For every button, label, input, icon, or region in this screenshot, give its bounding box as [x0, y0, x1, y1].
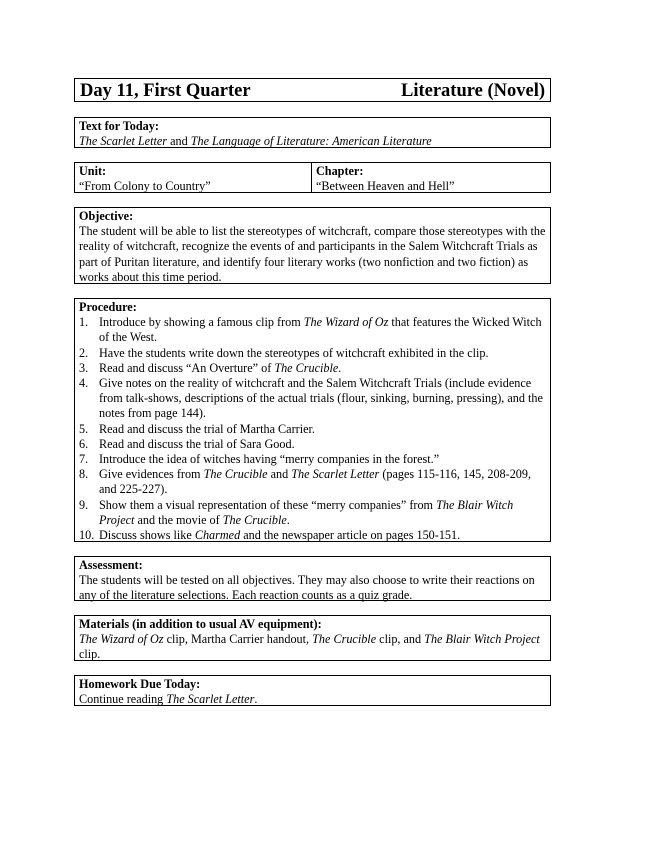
unit-label: Unit: — [79, 164, 107, 178]
unit-chapter-row — [74, 162, 551, 193]
material-title: The Wizard of Oz — [79, 632, 164, 647]
step-title: The Blair Witch Project — [99, 497, 514, 527]
procedure-step — [79, 315, 546, 345]
step-text: Read and discuss the trial of Martha Carrier. — [99, 421, 315, 436]
procedure-step — [79, 376, 546, 422]
lesson-header — [74, 78, 551, 102]
homework-instruction: Continue reading — [79, 692, 167, 707]
material-text: clip. — [79, 647, 101, 662]
step-title: Charmed — [194, 528, 241, 543]
step-text: Give evidences from — [99, 467, 204, 482]
step-number: 1. — [79, 315, 89, 330]
step-title: The Crucible — [203, 467, 268, 482]
chapter-cell — [312, 163, 550, 192]
text-for-today-value — [79, 134, 546, 149]
step-text: Have the students write down the stereotypes of witchcraft exhibited in the clip. — [99, 345, 489, 360]
materials-section — [74, 615, 551, 661]
step-text: Read and discuss “An Overture” of — [99, 360, 275, 375]
procedure-step — [79, 422, 546, 437]
step-title: The Scarlet Letter — [291, 467, 380, 482]
procedure-section — [74, 298, 551, 542]
homework-book-title: The Scarlet Letter — [166, 692, 255, 707]
step-text: . — [338, 360, 342, 375]
step-text: and the newspaper article on pages 150-151. — [240, 528, 461, 543]
objective-section — [74, 207, 551, 284]
procedure-step — [79, 361, 546, 376]
text-for-today-label: Text for Today: — [79, 119, 159, 133]
chapter-value: “Between Heaven and Hell” — [316, 179, 455, 194]
material-text: clip, and — [376, 632, 425, 647]
assessment-section — [74, 556, 551, 601]
step-number: 9. — [79, 497, 89, 512]
text-for-today-section — [74, 117, 551, 148]
step-text: Introduce by showing a famous clip from — [99, 315, 304, 330]
step-text: Introduce the idea of witches having “merry companies in the forest.” — [99, 452, 440, 467]
procedure-step — [79, 467, 546, 497]
step-text: Give notes on the reality of witchcraft and the Salem Witchcraft Trials (include evidence from talk-shows, descriptions of the actual trials (flour, sinking, burning, pressing), and the notes from page 144). — [99, 376, 543, 421]
step-title: The Wizard of Oz — [303, 315, 389, 330]
chapter-label: Chapter: — [316, 164, 364, 178]
homework-label: Homework Due Today: — [79, 677, 201, 691]
procedure-step — [79, 346, 546, 361]
step-number: 4. — [79, 376, 89, 391]
step-number: 2. — [79, 345, 89, 360]
assessment-label: Assessment: — [79, 558, 143, 572]
procedure-step — [79, 528, 546, 543]
subject-title: Literature (Novel) — [400, 81, 545, 101]
book-title: The Scarlet Letter — [79, 134, 168, 149]
material-text: clip, Martha Carrier handout, — [163, 632, 313, 647]
assessment-text: The students will be tested on all objectives. They may also choose to write their reactions on any of the literature selections. Each reaction counts as a quiz grade. — [79, 573, 535, 603]
step-text: that features the Wicked Witch of the West. — [99, 315, 542, 345]
material-title: The Blair Witch Project — [424, 632, 540, 647]
homework-text — [79, 692, 546, 707]
step-number: 8. — [79, 467, 89, 482]
step-text: Read and discuss the trial of Sara Good. — [99, 436, 295, 451]
procedure-step — [79, 437, 546, 452]
homework-section — [74, 675, 551, 706]
day-quarter-title: Day 11, First Quarter — [80, 81, 251, 101]
objective-text: The student will be able to list the stereotypes of witchcraft, compare those stereotypes with the reality of witchcraft, recognize the events of and participants in the Salem Witchcraft Trials as part of Puritan literature, and identify four literary works (two nonfiction and two fiction) as works about this time period. — [79, 224, 546, 284]
objective-label: Objective: — [79, 209, 134, 223]
book-title: The Language of Literature: American Literature — [190, 134, 432, 149]
step-text: (pages 115-116, 145, 208-209, and 225-227). — [99, 467, 532, 497]
step-number: 3. — [79, 360, 89, 375]
step-number: 10. — [79, 528, 95, 543]
homework-end: . — [254, 692, 258, 707]
procedure-step — [79, 498, 546, 528]
step-number: 5. — [79, 421, 89, 436]
step-number: 7. — [79, 452, 89, 467]
connector-text: and — [167, 134, 191, 149]
step-number: 6. — [79, 436, 89, 451]
procedure-steps — [79, 315, 546, 543]
procedure-label: Procedure: — [79, 300, 137, 314]
material-title: The Crucible — [312, 632, 377, 647]
step-text: . — [286, 512, 290, 527]
unit-value: “From Colony to Country” — [79, 179, 211, 194]
unit-cell — [75, 163, 312, 192]
step-title: The Crucible — [222, 512, 287, 527]
step-text: and the movie of — [134, 512, 223, 527]
step-title: The Crucible — [274, 360, 339, 375]
step-text: Show them a visual representation of these “merry companies” from — [99, 497, 437, 512]
step-text: and — [267, 467, 292, 482]
procedure-step — [79, 452, 546, 467]
step-text: Discuss shows like — [99, 528, 195, 543]
materials-text — [79, 632, 546, 662]
materials-label: Materials (in addition to usual AV equipment): — [79, 617, 322, 631]
